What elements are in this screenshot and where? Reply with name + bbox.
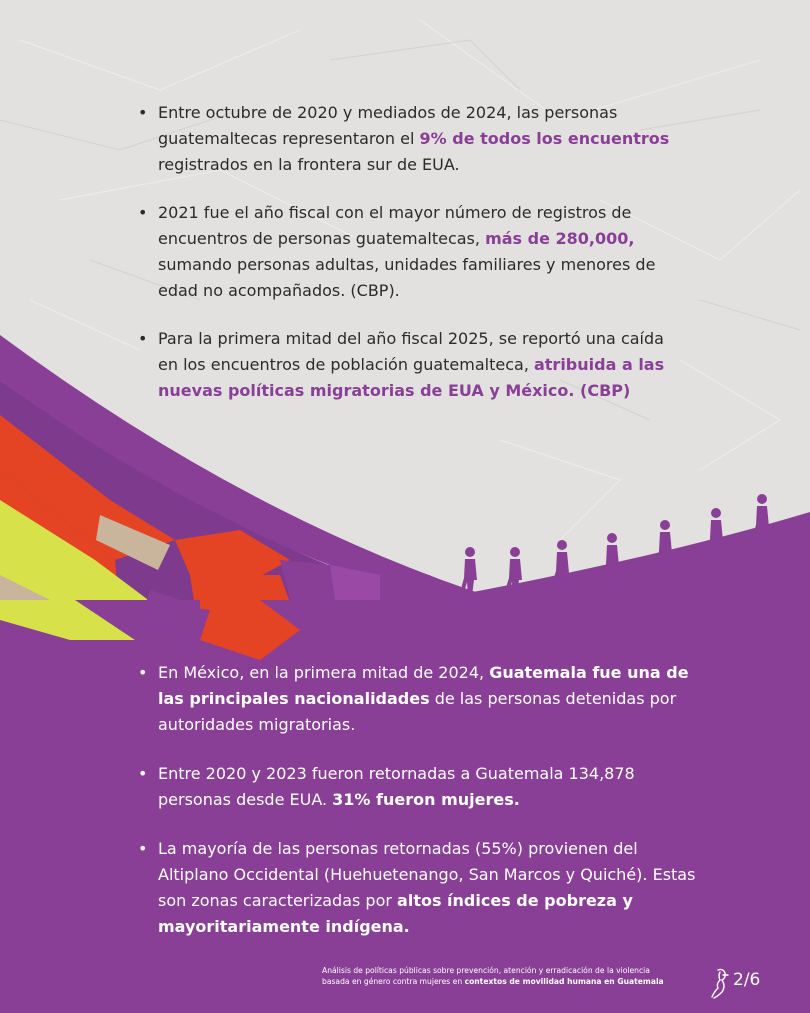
bullet-text: Para la primera mitad del año fiscal 2025, se reportó una caída en los encuentros de población guatemalteca, (158, 329, 664, 374)
bullet-bold: 31% fueron mujeres. (332, 790, 520, 809)
bullet-text: Entre octubre de 2020 y mediados de 2024, las personas guatemaltecas representaron el (158, 103, 618, 148)
bullet-item (138, 100, 678, 178)
woman-silhouette-logo-icon (708, 966, 732, 1000)
page-number: 2/6 (733, 970, 761, 990)
bullet-text: de las personas detenidas por autoridades migratorias. (158, 689, 677, 734)
footer-line-2-bold: contextos de movilidad humana en Guatemala (464, 977, 664, 986)
bullet-item (138, 836, 698, 940)
footer-line-1: Análisis de políticas públicas sobre prevención, atención y erradicación de la violencia (322, 966, 650, 975)
bullet-highlight: 9% de todos los encuentros (419, 129, 670, 148)
bottom-bullet-list (138, 660, 698, 963)
bullet-item (138, 761, 698, 813)
bullet-text: Entre 2020 y 2023 fueron retornadas a Guatemala 134,878 personas desde EUA. (158, 764, 635, 809)
bullet-text: La mayoría de las personas retornadas (55%) provienen del Altiplano Occidental (Huehuetenango, San Marcos y Quiché). Estas son zonas caracterizadas por (158, 839, 696, 910)
bullet-text: En México, en la primera mitad de 2024, (158, 663, 490, 682)
bullet-item (138, 660, 698, 738)
footer-caption (322, 965, 712, 987)
bullet-highlight: atribuida a las nuevas políticas migratorias de EUA y México. (CBP) (158, 355, 665, 400)
top-bullet-list (138, 100, 678, 426)
bullet-item (138, 200, 678, 304)
bullet-bold: Guatemala fue una de las principales nacionalidades (158, 663, 689, 708)
bullet-bold: altos índices de pobreza y mayoritariamente indígena. (158, 891, 633, 936)
bullet-item (138, 326, 678, 404)
footer-line-2-prefix: basada en género contra mujeres en (322, 977, 465, 986)
bullet-text: sumando personas adultas, unidades familiares y menores de edad no acompañados. (CBP). (158, 255, 656, 300)
bullet-highlight: más de 280,000, (485, 229, 635, 248)
bullet-text: registrados en la frontera sur de EUA. (158, 155, 460, 174)
bullet-text: 2021 fue el año fiscal con el mayor número de registros de encuentros de personas guatemaltecas, (158, 203, 632, 248)
footer-line-2 (322, 976, 712, 987)
